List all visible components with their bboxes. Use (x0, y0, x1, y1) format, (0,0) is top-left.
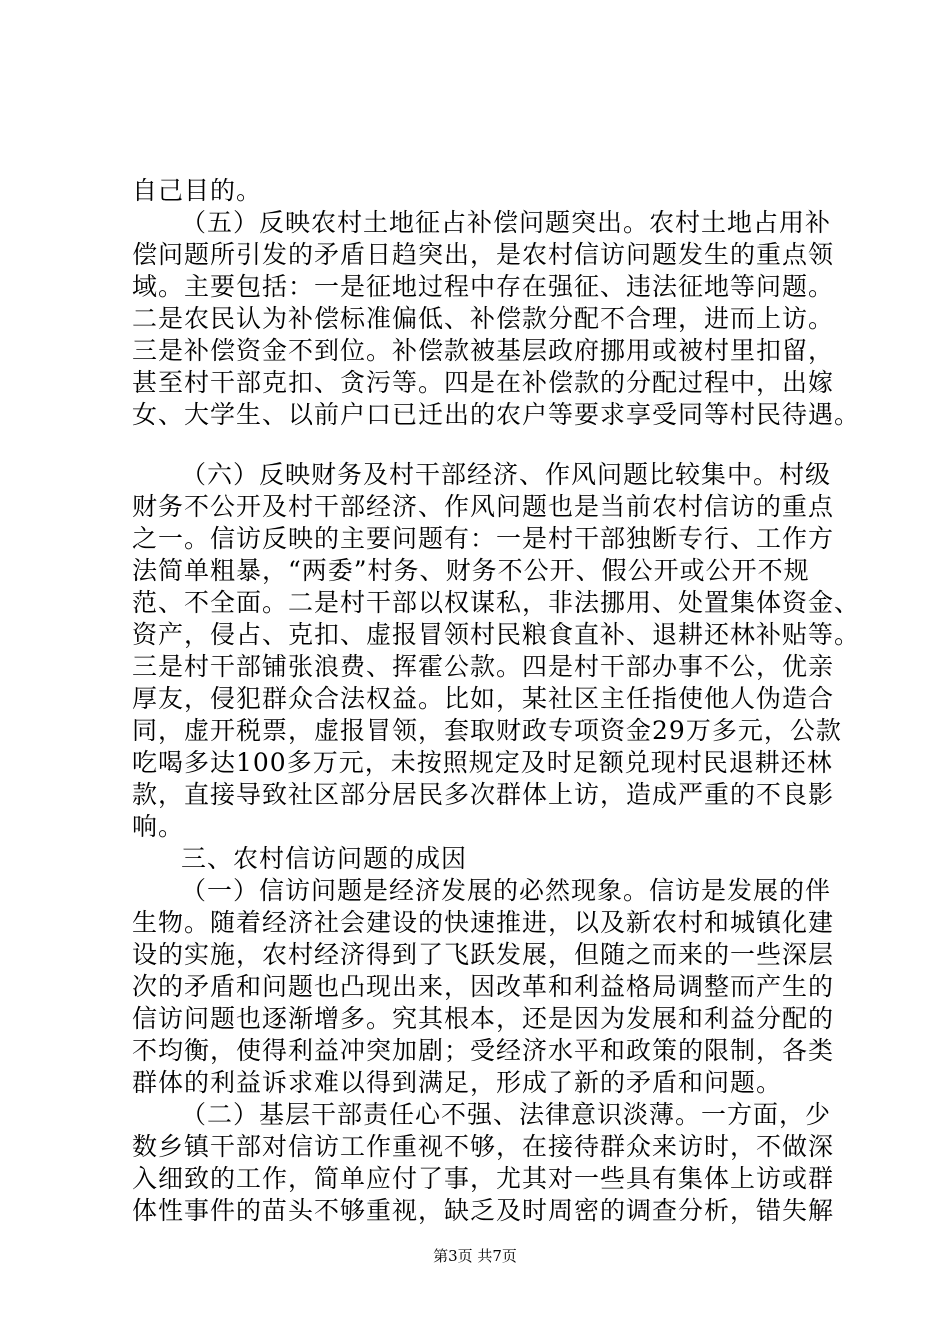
text-line: 信访问题也逐渐增多。究其根本，还是因为发展和利益分配的 (132, 1004, 835, 1033)
text-line: 设的实施，农村经济得到了飞跃发展，但随之而来的一些深层 (132, 940, 835, 969)
text-line: 入细致的工作，简单应付了事，尤其对一些具有集体上访或群 (132, 1164, 835, 1193)
text-line: 生物。随着经济社会建设的快速推进，以及新农村和城镇化建 (132, 908, 835, 937)
text-line: 群体的利益诉求难以得到满足，形成了新的矛盾和问题。 (132, 1068, 783, 1097)
text-line: 响。 (132, 812, 185, 841)
text-line: 体性事件的苗头不够重视，缺乏及时周密的调查分析，错失解 (132, 1196, 835, 1225)
text-line: （一）信访问题是经济发展的必然现象。信访是发展的伴 (181, 876, 832, 905)
text-line: 法简单粗暴，“两委”村务、财务不公开、假公开或公开不规 (132, 556, 810, 585)
text-line: 不均衡，使得利益冲突加剧；受经济水平和政策的限制，各类 (132, 1036, 835, 1065)
text-line: 吃喝多达100多万元，未按照规定及时足额兑现村民退耕还林 (132, 748, 833, 777)
text-line: 之一。信访反映的主要问题有：一是村干部独断专行、工作方 (132, 524, 835, 553)
section-heading: 三、农村信访问题的成因 (181, 844, 468, 873)
text-line: 甚至村干部克扣、贪污等。四是在补偿款的分配过程中，出嫁 (132, 368, 835, 397)
text-line: 次的矛盾和问题也凸现出来，因改革和利益格局调整而产生的 (132, 972, 835, 1001)
text-line: 三是补偿资金不到位。补偿款被基层政府挪用或被村里扣留， (132, 336, 835, 365)
text-line: 数乡镇干部对信访工作重视不够，在接待群众来访时，不做深 (132, 1132, 835, 1161)
text-line: 同，虚开税票，虚报冒领，套取财政专项资金29万多元，公款 (132, 716, 842, 745)
text-line: 资产，侵占、克扣、虚报冒领村民粮食直补、退耕还林补贴等。 (132, 620, 861, 649)
text-line: （二）基层干部责任心不强、法律意识淡薄。一方面，少 (181, 1100, 832, 1129)
text-line: 域。主要包括：一是征地过程中存在强征、违法征地等问题。 (132, 272, 835, 301)
text-line: 偿问题所引发的矛盾日趋突出，是农村信访问题发生的重点领 (132, 240, 835, 269)
page-number: 第3页 共7页 (433, 1247, 517, 1265)
text-line: 厚友，侵犯群众合法权益。比如，某社区主任指使他人伪造合 (132, 684, 835, 713)
text-line: 范、不全面。二是村干部以权谋私，非法挪用、处置集体资金、 (132, 588, 861, 617)
text-line: 财务不公开及村干部经济、作风问题也是当前农村信访的重点 (132, 492, 835, 521)
text-line: 自己目的。 (132, 176, 263, 205)
text-line: 二是农民认为补偿标准偏低、补偿款分配不合理，进而上访。 (132, 304, 835, 333)
text-line: 款，直接导致社区部分居民多次群体上访，造成严重的不良影 (132, 780, 835, 809)
text-line: （五）反映农村土地征占补偿问题突出。农村土地占用补 (181, 208, 832, 237)
text-line: 三是村干部铺张浪费、挥霍公款。四是村干部办事不公，优亲 (132, 652, 835, 681)
text-line: （六）反映财务及村干部经济、作风问题比较集中。村级 (181, 460, 832, 489)
text-line: 女、大学生、以前户口已迁出的农户等要求享受同等村民待遇。 (132, 400, 861, 429)
